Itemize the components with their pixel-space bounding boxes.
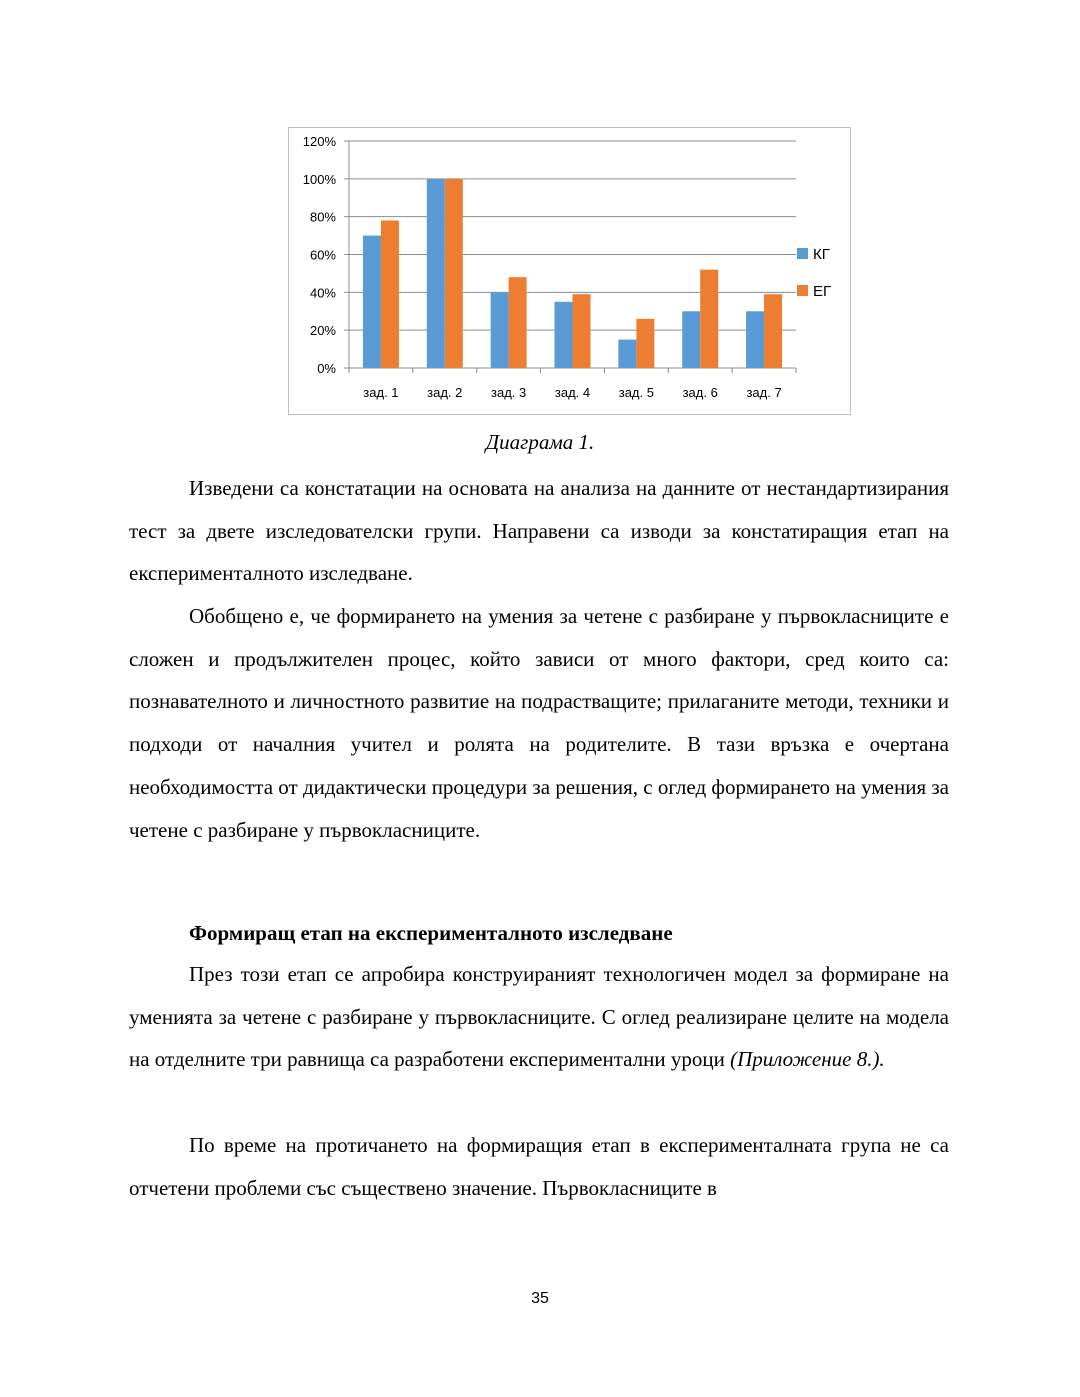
legend-swatch [797, 285, 808, 296]
legend-label: ЕГ [813, 283, 832, 300]
x-tick-label: зад. 1 [363, 385, 399, 400]
y-tick-label: 120% [302, 134, 336, 149]
x-tick-label: зад. 6 [682, 385, 718, 400]
bar-КГ-7 [746, 311, 764, 368]
paragraph-1: Изведени са констатации на основата на анализа на данните от нестандартизирания тест за двете изследователски групи. Направени са изводи за констатиращия етап на експерименталното изследване. [129, 476, 949, 586]
appendix-reference: (Приложение 8.). [730, 1047, 885, 1072]
bar-ЕГ-5 [636, 319, 654, 368]
x-tick-label: зад. 3 [491, 385, 527, 400]
bar-ЕГ-3 [509, 277, 527, 368]
legend-swatch [797, 248, 808, 259]
x-tick-label: зад. 4 [554, 385, 591, 400]
bar-ЕГ-4 [573, 294, 591, 368]
bar-КГ-3 [491, 292, 509, 368]
chart-canvas [289, 128, 850, 414]
bar-КГ-1 [363, 236, 381, 368]
bar-ЕГ-6 [700, 270, 718, 368]
bar-ЕГ-7 [764, 294, 782, 368]
bar-КГ-4 [555, 302, 573, 368]
paragraph-4: По време на протичането на формиращия етап в експерименталната група не са отчетени проблеми със съществено значение. Първокласниците в [129, 1133, 949, 1200]
y-tick-label: 40% [309, 285, 336, 301]
x-tick-label: зад. 7 [746, 385, 782, 400]
paragraph-3 [129, 953, 949, 1081]
legend-label: КГ [813, 246, 830, 263]
bar-ЕГ-1 [381, 220, 399, 368]
y-tick-label: 0% [317, 361, 336, 376]
page-number: 35 [531, 1290, 549, 1307]
bar-КГ-6 [682, 311, 700, 368]
y-tick-label: 20% [309, 323, 336, 339]
bar-ЕГ-2 [445, 179, 463, 368]
paragraph-2: Обобщено е, че формирането на умения за четене с разбиране у първокласниците е сложен и продължителен процес, който зависи от много фактори, сред които са: познавателното и личностното развитие на подрастващите; прилаганите методи, техники и подходи от началния учител и ролята на родителите. В тази връзка е очертана необходимостта от дидактически процедури за решения, с оглед формирането на умения за четене с разбиране у първокласниците. [129, 604, 949, 842]
bar-КГ-2 [427, 179, 445, 368]
bar-КГ-5 [618, 340, 636, 368]
x-tick-label: зад. 5 [618, 385, 654, 400]
y-tick-label: 100% [302, 171, 336, 187]
x-tick-label: зад. 2 [427, 385, 463, 400]
paragraph-3-text: През този етап се апробира конструираният технологичен модел за формиране на уменията за четене с разбиране у първокласниците. С оглед реализиране целите на модела на отделните три равнища са разработени експериментални уроци [129, 962, 949, 1072]
bar-chart [288, 127, 851, 415]
y-tick-label: 80% [309, 209, 336, 225]
y-tick-label: 60% [309, 247, 336, 263]
chart-caption: Диаграма 1. [485, 430, 595, 454]
section-heading: Формиращ етап на експерименталното изследване [189, 921, 673, 945]
